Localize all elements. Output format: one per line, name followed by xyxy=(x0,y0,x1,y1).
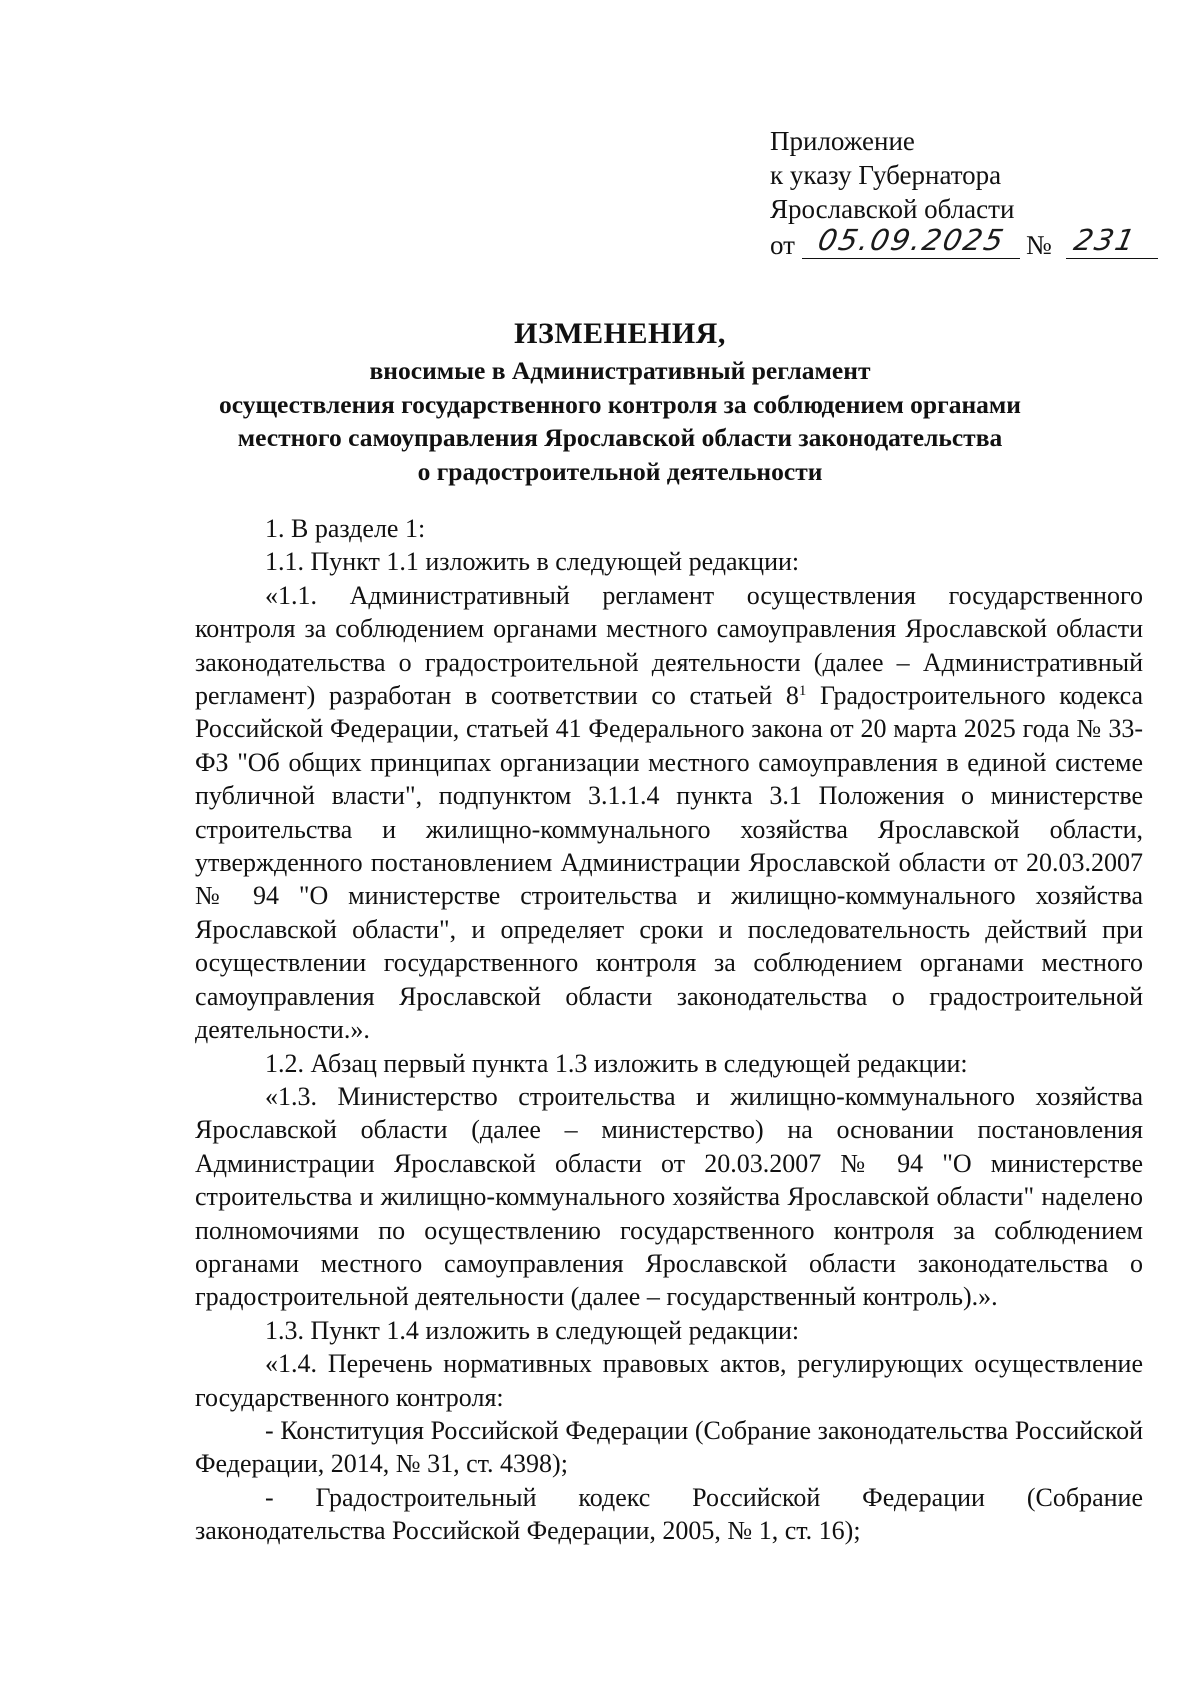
article-superscript: 1 xyxy=(798,683,807,700)
title-line-2: осуществления государственного контроля за соблюдением органами xyxy=(219,389,1021,419)
paragraph-1-1-intro: 1.1. Пункт 1.1 изложить в следующей редакции: xyxy=(265,547,800,577)
paragraph-1-1-text-part1: «1.1. Административный регламент осуществления государственного контроля за соблюдением органами местного самоуправления Ярославской области законодательства о градостроительной деятельности (далее – Административный регламент) разработан в соответствии со статьей 8 xyxy=(195,580,1143,711)
handwritten-date: 05.09.2025 xyxy=(814,223,1009,257)
decree-date-number-line xyxy=(770,223,1170,262)
paragraph-1-3-intro: 1.3. Пункт 1.4 изложить в следующей редакции: xyxy=(265,1315,800,1345)
document-body xyxy=(195,512,1143,1548)
paragraph-section-1: 1. В разделе 1: xyxy=(265,514,426,543)
list-item-constitution: - Конституция Российской Федерации (Собрание законодательства Российской Федерации, 2014, № 31, ст. 4398); xyxy=(195,1415,1143,1479)
appendix-header xyxy=(770,124,1170,262)
paragraph-1-1-text xyxy=(195,579,1143,1047)
list-item-urban-code: - Градостроительный кодекс Российской Федерации (Собрание законодательства Российской Федерации, 2005, № 1, ст. 16); xyxy=(195,1482,1143,1546)
title-line-4: о градостроительной деятельности xyxy=(417,456,823,486)
document-title xyxy=(120,316,1120,488)
paragraph-1-2-intro: 1.2. Абзац первый пункта 1.3 изложить в следующей редакции: xyxy=(265,1048,968,1078)
title-line-1: вносимые в Административный регламент xyxy=(369,356,871,385)
paragraph-1-4-text: «1.4. Перечень нормативных правовых актов, регулирующих осуществление государственного контроля: xyxy=(195,1349,1143,1412)
paragraph-1-3-text: «1.3. Министерство строительства и жилищно-коммунального хозяйства Ярославской области (далее – министерство) на основании постановления Администрации Ярославской области от 20.03.2007 № 94 "О министерстве строительства и жилищно-коммунального хозяйства Ярославской области" наделено полномочиями по осуществлению государственного контроля за соблюдением органами местного самоуправления Ярославской области законодательства о градостроительной деятельности (далее – государственный контроль).». xyxy=(195,1081,1143,1312)
title-main: ИЗМЕНЕНИЯ, xyxy=(514,317,726,350)
date-field xyxy=(802,223,1020,259)
handwritten-number: 231 xyxy=(1071,223,1140,257)
title-line-3: местного самоуправления Ярославской области законодательства xyxy=(237,423,1003,452)
appendix-region: Ярославской области xyxy=(770,194,1015,224)
number-label: № xyxy=(1026,230,1052,260)
date-label: от xyxy=(770,230,795,260)
paragraph-1-1-text-part2: Градостроительного кодекса Российской Федерации, статьей 41 Федерального закона от 20 марта 2025 года № 33-ФЗ "Об общих принципах организации местного самоуправления в единой системе публичной власти", подпунктом 3.1.1.4 пункта 3.1 Положения о министерстве строительства и жилищно-коммунального хозяйства Ярославской области, утвержденного постановлением Администрации Ярославской области от 20.03.2007 № 94 "О министерстве строительства и жилищно-коммунального хозяйства Ярославской области", и определяет сроки и последовательность действий при осуществлении государственного контроля за соблюдением органами местного самоуправления Ярославской области законодательства о градостроительной деятельности.». xyxy=(195,681,1143,1045)
appendix-decree-ref: к указу Губернатора xyxy=(770,160,1002,190)
number-field xyxy=(1066,223,1158,259)
appendix-label: Приложение xyxy=(770,126,915,156)
